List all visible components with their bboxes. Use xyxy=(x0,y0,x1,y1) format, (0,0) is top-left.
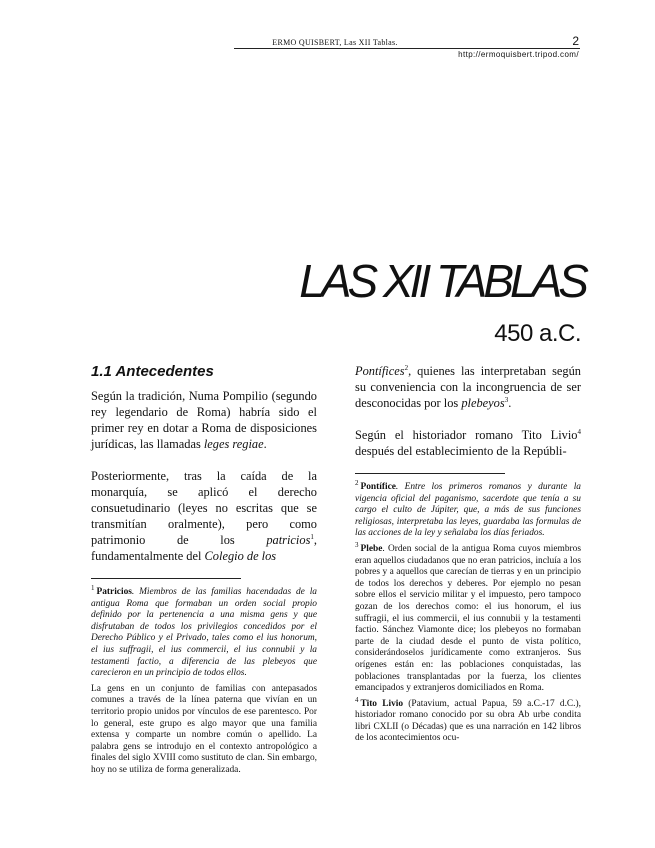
footnote-rule xyxy=(91,578,241,579)
footnote-1: $^1$ Patricios. Miembros de las familias hacendadas de la antigua Roma que formaban un orden social propio definido por la pertenencia a una misma gens y que disfrutaban de todos los privilegios concedidos por el Derecho Público y el Privado, tales como el ius honorum, el ius suffragii, el ius commercii, el ius connubii y la testamenti factio, a diferencia de las plebeyos que carecieron en un principio de todos ellos. xyxy=(91,583,317,679)
footnote-2: $^2$ Pontífice. Entre los primeros romanos y durante la vigencia oficial del paganismo, sacerdote que tenía a su cargo el culto de Júpiter, que, a más de sus funciones religiosas, interpretaba las leyes, guardaba las formulas de las acciones de la ley y señalaba los días feriados. xyxy=(355,478,581,539)
footnote-4: $^4$ Tito Livio (Patavium, actual Papua, 59 a.C.-17 d.C.), historiador romano conocido por su obra Ab urbe condita libri CXLII (o Décadas) que es una narración en 142 libros de los acontecimientos ocu- xyxy=(355,695,581,744)
header-rule xyxy=(234,48,580,49)
footnote-ref-3[interactable]: 3 xyxy=(504,395,509,404)
footnote-3: $^3$ Plebe. Orden social de la antigua Roma cuyos miembros eran aquellos ciudadanos que no eran patricios, incluía a los pobres y a aquellos que carecían de tierras y en un principio de todos los derechos y deberes. Por ejemplo no pesan sobre ellos el servicio militar y el impuesto, pero tampoco gozan de los derechos como: el ius honorum, el ius suffragii, el ius commercii, el ius connubii y la testamenti factio. Sánchez Viamonte dice; los plebeyos no formaban parte de la ciudad desde el punto de vista político, considerándoselos jurídicamente como extranjeros. Sus orígenes están en: las poblaciones conquistadas, las poblaciones transplantadas por la fuerza, los clientes emancipados y extranjeros domiciliados en Roma. xyxy=(355,540,581,694)
right-column xyxy=(355,363,581,749)
document-title: LAS XII TABLAS xyxy=(299,255,585,307)
footnote-ref-4[interactable]: 4 xyxy=(577,427,581,436)
paragraph-3: Pontífices$^2$, quienes las interpretaban según su conveniencia con la incongruencia de ser desconocidas por los plebeyos$^3$. xyxy=(355,363,581,410)
footnote-ref-2[interactable]: 2 xyxy=(404,363,409,372)
paragraph-2: Posteriormente, tras la caída de la monarquía, se aplicó el derecho consuetudinario (leyes no escritas que se transmitían oralmente), pero como patrimonio de los patricios$^1$, fundamentalmente del Colegio de los xyxy=(91,469,317,563)
left-column xyxy=(91,363,317,781)
footnote-rule xyxy=(355,473,505,474)
paragraph-4: Según el historiador romano Tito Livio$^4$ después del establecimiento de la Repúbli- xyxy=(355,427,581,458)
footnote-1-continued: La gens en un conjunto de familias con antepasados comunes a través de la línea paterna que vivían en un territorio propio unidos por vínculos de ese parentesco. Por lo general, este grupo es algo mayor que una familia extensa y comparte un nombre común o apellido. La palabra gens se introdujo en el contexto antropológico a finales del siglo XVIII como sustituto de clan. Sin embargo, hoy no se utiliza de forma generalizada. xyxy=(91,683,317,775)
header-url[interactable]: http://ermoquisbert.tripod.com/ xyxy=(458,50,579,59)
footnote-ref-1[interactable]: 1 xyxy=(310,532,314,541)
document-subtitle: 450 a.C. xyxy=(494,320,581,347)
paragraph-1: Según la tradición, Numa Pompilio (segundo rey legendario de Roma) habría sido el primer rey en dotar a Roma de disposiciones jurídicas, las llamadas leges regiae. xyxy=(91,389,317,451)
section-heading: 1.1 Antecedentes xyxy=(91,363,214,380)
page-number: 2 xyxy=(572,34,579,48)
running-title: ERMO QUISBERT, Las XII Tablas. xyxy=(272,38,398,47)
